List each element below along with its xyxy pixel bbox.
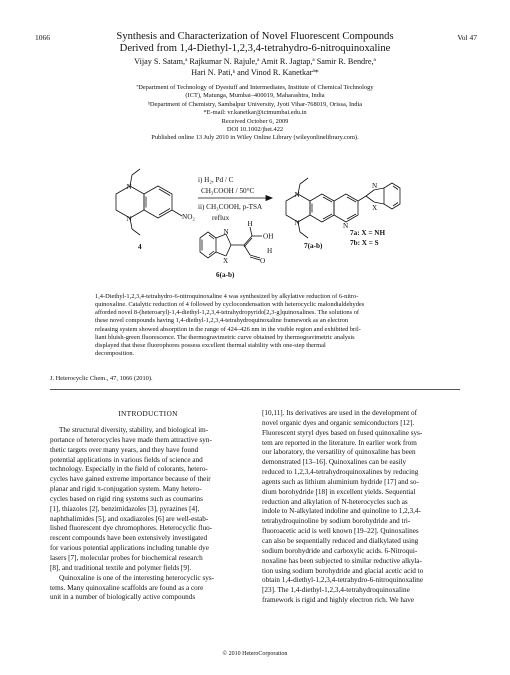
abstract-line: liant bluish-green fluorescence. The thermogravimetric curve obtained by thermogravimetric analysis [95, 333, 355, 341]
atom-label: N [126, 215, 132, 223]
atom-label: H [267, 247, 273, 255]
text-line: can also be sequentially reduced and dialkylated using [262, 536, 419, 545]
title-line: Synthesis and Characterization of Novel Fluorescent Compounds [116, 31, 394, 42]
author-list [80, 57, 430, 78]
text-line: tetrahydroquinoline by sodium borohydride and tri- [262, 517, 411, 526]
compound-4-label: 4 [138, 243, 142, 251]
text-line: potential applications in various fields of science and [50, 455, 203, 464]
text-line: noxaline has been subjected to similar reductive alkyla- [262, 556, 422, 565]
atom-label: X [372, 204, 378, 212]
text-line: lished fluorescent dye chromophores. Heterocyclic fluo- [50, 524, 213, 533]
text-line: The structural diversity, stability, and biological im- [59, 426, 209, 434]
title-line: Derived from 1,4-Diethyl-1,2,3,4-tetrahydro-6-nitroquinoxaline [119, 43, 391, 54]
abstract-line: decomposition. [95, 350, 135, 358]
text-line: [1], thiazoles [2], benzimidazoles [3], pyrazines [4], [50, 504, 200, 513]
abstract-line: releasing system showed absorption in the range of 424–426 nm in the visible region and exhibited bril- [95, 325, 361, 333]
right-column-text [262, 409, 460, 606]
text-line: rescent compounds have been extensively investigated [50, 534, 208, 543]
abstract-line: these novel compounds having 1,4-diethyl-1,2,3,4-tetrahydroquinoxaline framework as an electron [95, 317, 349, 325]
atom-label: O [260, 257, 266, 265]
reaction-scheme [98, 166, 418, 286]
text-line: planar and rigid π-conjugation system. Many hetero- [50, 485, 202, 494]
atom-label: OH [263, 232, 274, 241]
reagent-text: CH₃COOH / 50°C [201, 187, 255, 195]
text-line: technology. Especially in the field of colorants, hetero- [50, 465, 208, 474]
text-line: our laboratory, the versatility of quinoxaline has been [262, 448, 416, 457]
text-line: lasers [7], molecular probes for biochemical research [50, 553, 203, 562]
text-line: Fluorescent styryl dyes based on fused quinoxaline sys- [262, 428, 423, 437]
reagent-text: i) H₂, Pd / C [198, 176, 234, 184]
product-b-label: 7b: X = S [350, 239, 379, 247]
text-line: tems. Many quinoxaline scaffolds are found as a core [50, 583, 204, 592]
text-line: indole to N-alkylated indoline and quinoline to 1,2,3,4- [262, 507, 421, 516]
text-line: [23]. The 1,4-diethyl-1,2,3,4-tetrahydroquinoxaline [262, 586, 410, 595]
abstract-line: quinoxaline. Catalytic reduction of 4 followed by cyclocondensation with heterocyclic malondialdehydes [95, 301, 365, 309]
affiliations [80, 84, 430, 143]
text-line: sodium borohydride and carboxylic acids. 6-Nitroqui- [262, 546, 418, 555]
text-line: fluoroacetic acid is well known [19–22]. Quinoxalines [262, 527, 419, 536]
text-line: dium borohydride [18] in excellent yields. Sequential [262, 487, 416, 496]
copyright-footer: © 2010 HeteroCorporation [222, 651, 288, 657]
affiliation-line: (ICT), Matunga, Mumbai–400019, Maharashtra, India [185, 92, 325, 100]
paper-title [80, 31, 430, 55]
email-line: *E-mail: vr.kanetkar@ictmumbai.edu.in [203, 109, 307, 117]
received-date: Received October 6, 2009 [221, 117, 289, 125]
author-line: Vijay S. Satam,ª Rajkumar N. Rajule,ª Amit R. Jagtap,ª Samir R. Bendre,ª [134, 57, 376, 66]
section-divider [50, 389, 460, 390]
abstract [95, 293, 425, 358]
text-line: naphthalimides [5], and oxadiazoles [6] are well-estab- [50, 514, 209, 523]
published-line: Published online 13 July 2010 in Wiley Online Library (wileyonlinelibrary.com). [151, 134, 359, 142]
text-line: thetic targets over many years, and they have found [50, 445, 199, 454]
reagent-text: reflux [212, 214, 230, 222]
atom-label: N [372, 182, 378, 190]
text-line: [10,11]. Its derivatives are used in the development of [262, 409, 418, 417]
affiliation-line: ᵇDepartment of Chemistry, Sambalpur University, Jyoti Vihar-768019, Orissa, India [147, 100, 363, 108]
atom-label: N [294, 191, 300, 199]
atom-label: N [126, 183, 132, 191]
text-line: for various potential applications including tunable dye [50, 544, 209, 553]
text-line: cycles have gained extreme importance because of their [50, 475, 211, 484]
doi-line: DOI 10.1002/jhet.422 [226, 126, 284, 134]
atom-label: N [343, 222, 349, 230]
text-line: Quinoxaline is one of the interesting heterocyclic sys- [59, 573, 215, 582]
text-line: [8], and traditional textile and polymer fields [9]. [50, 563, 192, 572]
nitro-label: NO₂ [182, 213, 195, 221]
text-line: framework is rigid and highly electron rich. We have [262, 596, 414, 605]
abstract-line: displayed that these fluorophores possess excellent thermal stability with one-step thermal [95, 341, 326, 349]
text-line: novel organic dyes and organic semiconductors [12]. [262, 418, 415, 427]
compound-7-label: 7(a-b) [304, 242, 323, 250]
compound-6-label: 6(a-b) [216, 271, 235, 279]
reagent-text: ii) CH₃COOH, p-TSA [198, 203, 263, 211]
journal-citation: J. Heterocyclic Chem., 47, 1066 (2010). [50, 375, 153, 382]
product-a-label: 7a: X = NH [350, 229, 386, 237]
abstract-line: 1,4-Diethyl-1,2,3,4-tetrahydro-6-nitroquinoxaline 4 was synthesized by alkylative reduction of 6-nitro- [95, 293, 359, 300]
compound-4-structure [116, 169, 182, 235]
left-column-text [50, 426, 246, 603]
volume-label: Vol 47 [457, 33, 477, 42]
atom-label: N [223, 228, 229, 236]
abstract-line: afforded novel 8-(heteroaryl)-1,4-diethyl-1,2,3,4-tetrahydropyrido[2,3-g]quinoxalines. The solutions of [95, 309, 360, 317]
compound-6-structure [200, 227, 262, 260]
text-line: reduction and alkylation of N-heterocycles such as [262, 497, 408, 506]
text-line: reduced to 1,2,3,4-tetrahydroquinoxalines by reducing [262, 468, 419, 477]
text-line: tion using sodium borohydride and glacial acetic acid to [262, 566, 424, 575]
text-line: obtain 1,4-diethyl-1,2,3,4-tetrahydro-6-nitroquinoxaline [262, 576, 424, 585]
text-line: demonstrated [13–16]. Quinoxalines can be easily [262, 458, 407, 467]
affiliation-line: ªDepartment of Technology of Dyestuff and Intermediates, Institute of Chemical Technology [136, 84, 374, 91]
introduction-heading: INTRODUCTION [118, 409, 178, 418]
text-line: agents such as lithium aluminium hydride [17] and so- [262, 477, 419, 486]
text-line: unit in a number of biologically active compounds [50, 593, 196, 602]
text-line: portance of heterocycles have made them attractive syn- [50, 435, 212, 444]
atom-label: H [247, 220, 253, 228]
reaction-arrow [198, 196, 272, 201]
atom-label: N [294, 219, 300, 227]
author-line: Hari N. Pati,ᵇ and Vinod R. Kanetkarª* [191, 67, 319, 77]
page-number: 1066 [35, 33, 50, 42]
atom-label: X [223, 257, 229, 265]
text-line: cycles based on rigid ring systems such as coumarins [50, 494, 203, 503]
text-line: tem are reported in the literature. In earlier work from [262, 438, 417, 447]
